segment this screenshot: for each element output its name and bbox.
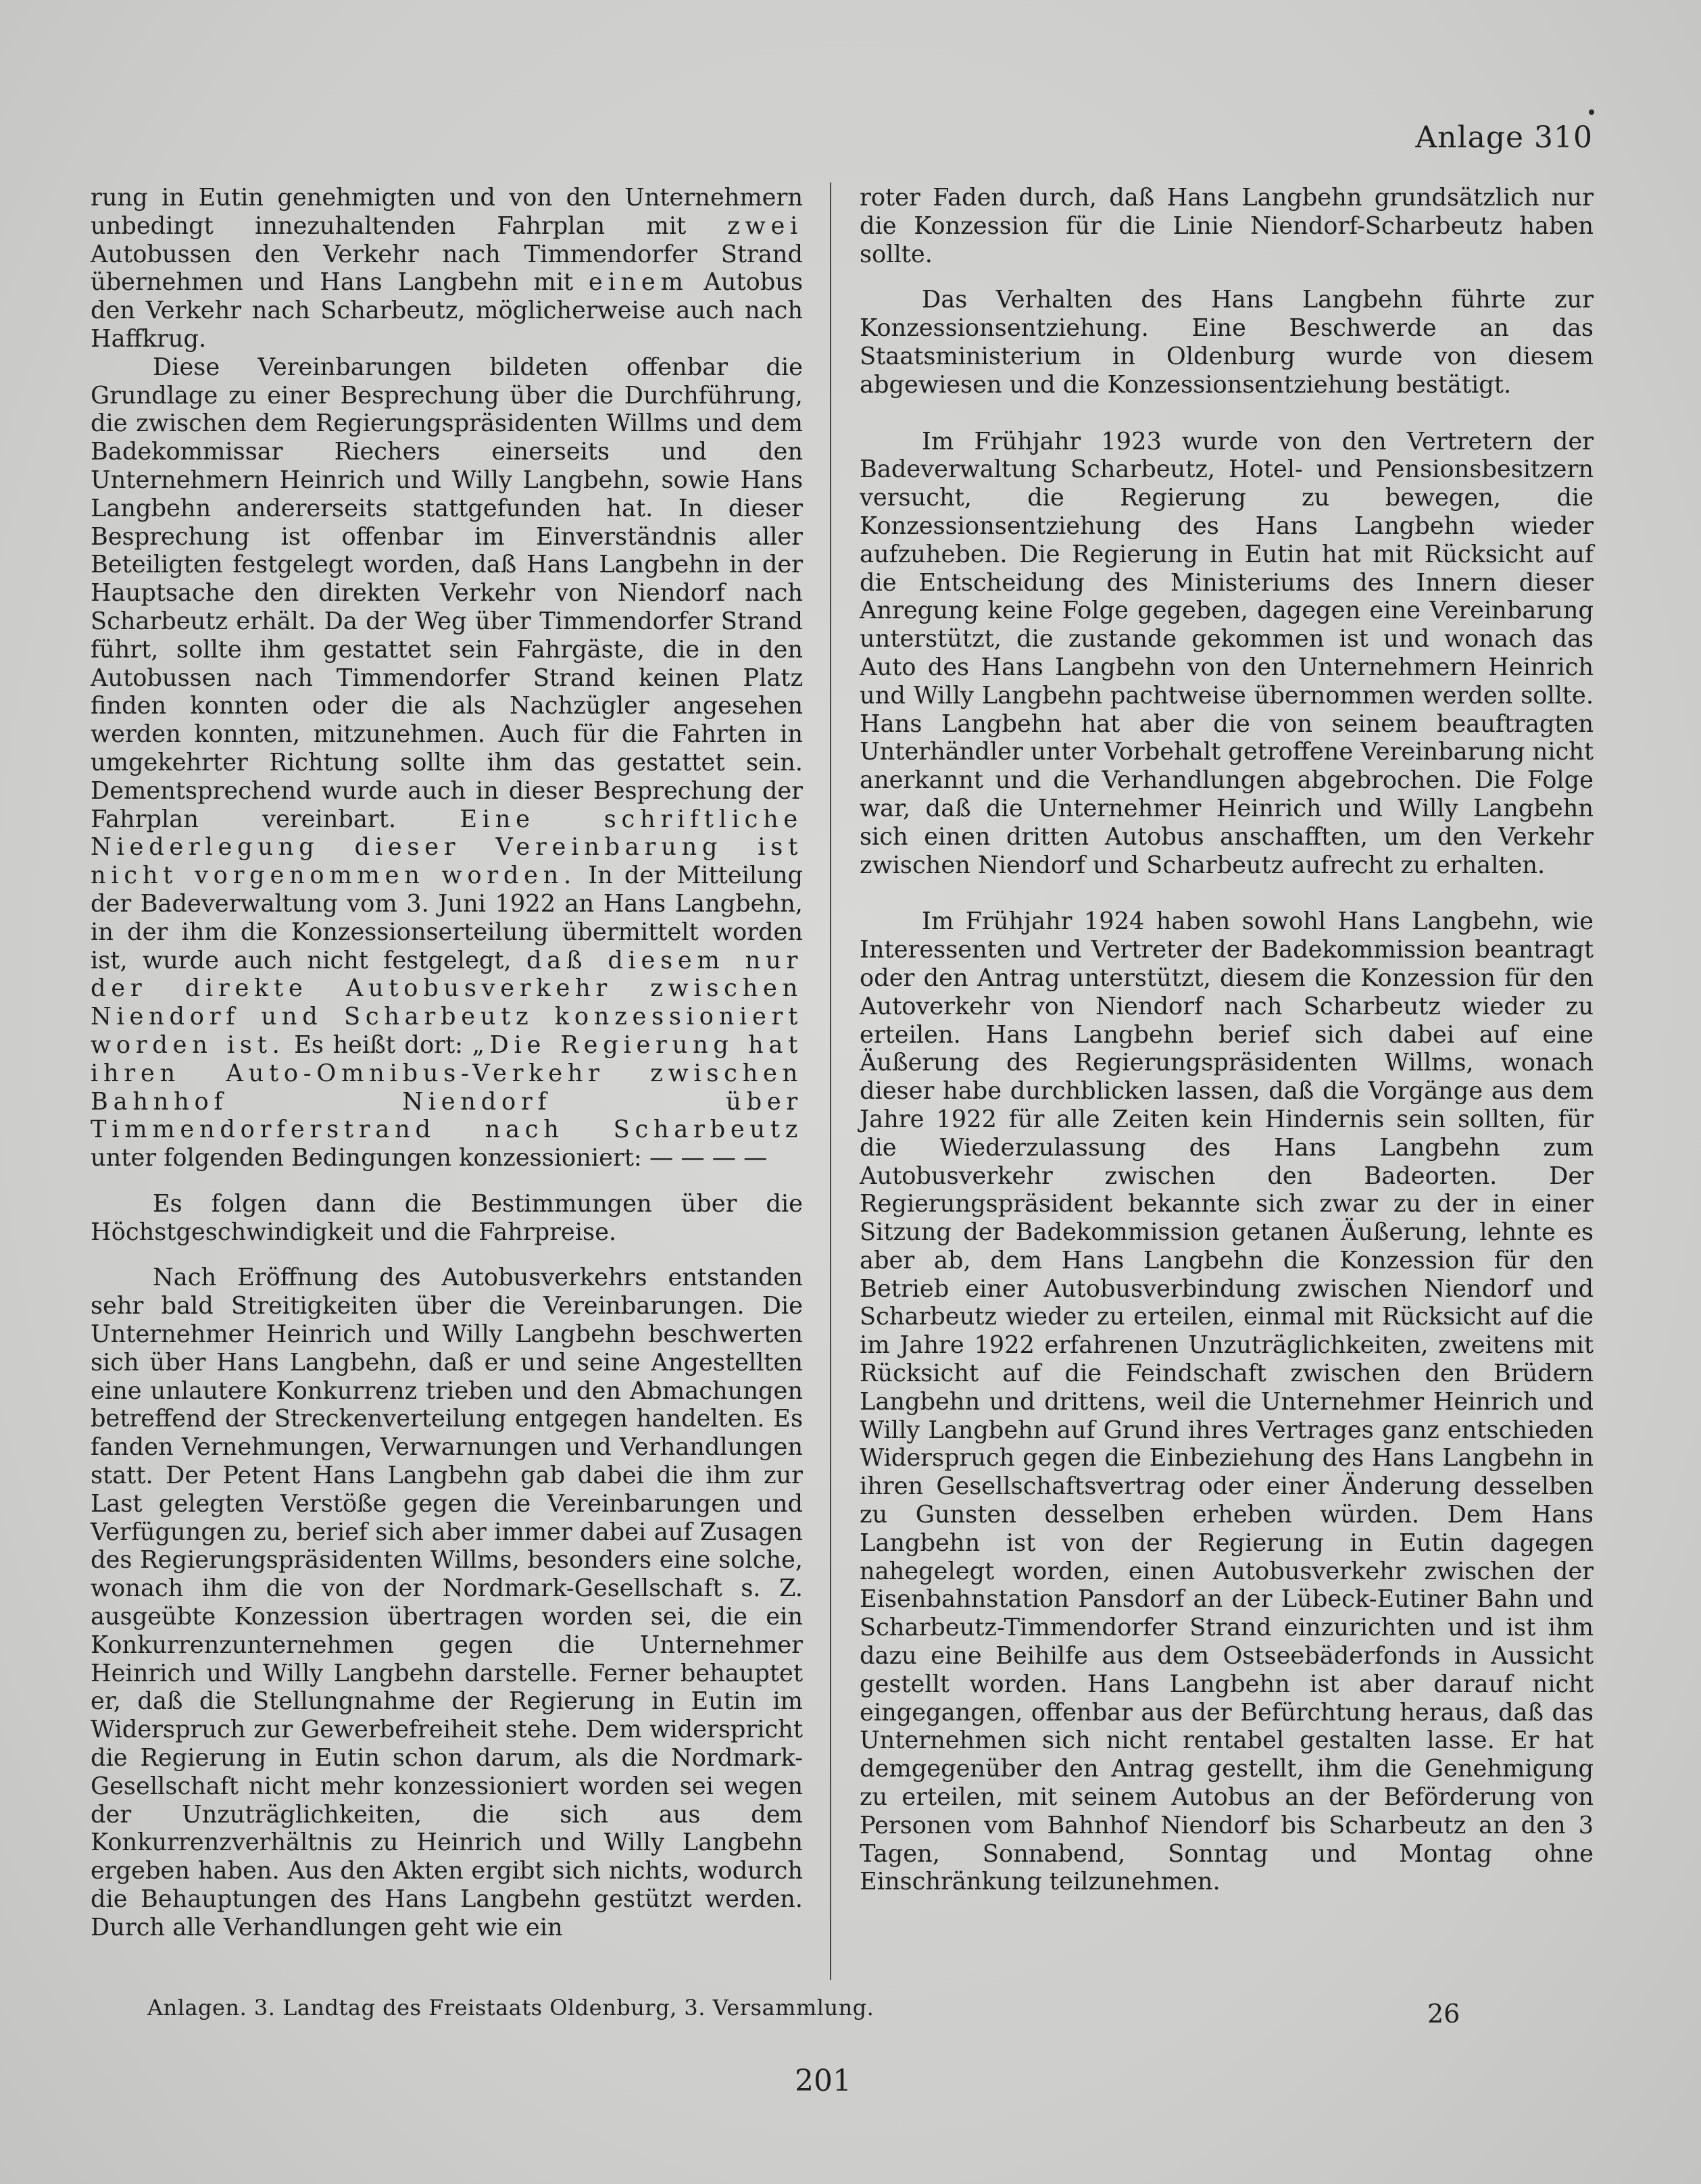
spaced-emphasis: zwei bbox=[727, 212, 804, 240]
column-divider bbox=[830, 182, 831, 1980]
paragraph: Es folgen dann die Bestimmungen über die Höchstgeschwindigkeit und die Fahrpreise. bbox=[91, 1189, 803, 1246]
footer-imprint: Anlagen. 3. Landtag des Freistaats Oldenburg, 3. Versammlung. bbox=[147, 1995, 874, 2020]
paragraph: rung in Eutin genehmigten und von den Unternehmern unbedingt innezuhaltenden Fahrplan mit zwei Autobussen den Verkehr nach Timmendorfer Strand übernehmen und Hans Langbehn mit einem Autobus den Verkehr nach Scharbeutz, möglicherweise auch nach Haffkrug. bbox=[91, 184, 804, 353]
left-text-column bbox=[91, 184, 803, 1942]
paragraph: roter Faden durch, daß Hans Langbehn grundsätzlich nur die Konzession für die Linie Niendorf-Scharbeutz haben sollte. bbox=[860, 184, 1594, 268]
spaced-emphasis: einem bbox=[588, 268, 689, 297]
spaced-emphasis: daß diesem nur der direkte Autobusverkehr zwischen Niendorf und Scharbeutz konzessioniert worden ist. bbox=[91, 946, 804, 1059]
paragraph: Das Verhalten des Hans Langbehn führte zur Konzessionsentziehung. Eine Beschwerde an das Staatsministerium in Oldenburg wurde von diesem abgewiesen und die Konzessionsentziehung bestätigt. bbox=[860, 286, 1594, 399]
page-number: 201 bbox=[795, 2064, 852, 2098]
paragraph: Im Frühjahr 1924 haben sowohl Hans Langbehn, wie Interessenten und Vertreter der Badekommission beantragt oder den Antrag unterstützt, diesem die Konzession für den Autoverkehr von Niendorf nach Scharbeutz wieder zu erteilen. Hans Langbehn berief sich dabei auf eine Äußerung des Regierungspräsidenten Willms, wonach dieser habe durchblicken lassen, daß die Vorgänge aus dem Jahre 1922 für alle Zeiten kein Hindernis sein sollten, für die Wiederzulassung des Hans Langbehn zum Autobusverkehr zwischen den Badeorten. Der Regierungspräsident bekannte sich zwar zu der in einer Sitzung der Badekommission getanen Äußerung, lehnte es aber ab, dem Hans Langbehn die Konzession für den Betrieb einer Autobusverbindung zwischen Niendorf und Scharbeutz wieder zu erteilen, einmal mit Rücksicht auf die im Jahre 1922 erfahrenen Unzuträglichkeiten, zweitens mit Rücksicht auf die Feindschaft zwischen den Brüdern Langbehn und drittens, weil die Unternehmer Heinrich und Willy Langbehn auf Grund ihres Vertrages ganz entschieden Widerspruch gegen die Einbeziehung des Hans Langbehn in ihren Gesellschaftsvertrag oder einer Änderung desselben zu Gunsten desselben erheben würden. Dem Hans Langbehn ist von der Regierung in Eutin dagegen nahegelegt worden, einen Autobusverkehr zwischen der Eisenbahnstation Pansdorf an der Lübeck-Eutiner Bahn und Scharbeutz-Timmendorfer Strand einzurichten und ist ihm dazu eine Beihilfe aus dem Ostseebäderfonds in Aussicht gestellt worden. Hans Langbehn ist aber darauf nicht eingegangen, offenbar aus der Befürchtung heraus, daß das Unternehmen sich nicht rentabel gestalten lasse. Er hat demgegenüber den Antrag gestellt, ihm die Genehmigung zu erteilen, mit seinem Autobus an der Beförderung von Personen vom Bahnhof Niendorf bis Scharbeutz an den 3 Tagen, Sonnabend, Sonntag und Montag ohne Einschränkung teilzunehmen. bbox=[860, 908, 1594, 1896]
page-header-label: Anlage 310 bbox=[1415, 120, 1593, 155]
sheet-signature: 26 bbox=[1427, 1999, 1460, 2029]
printing-speck bbox=[1589, 109, 1594, 115]
spaced-emphasis: Eine schriftliche Niederlegung dieser Vereinbarung ist nicht vorgenommen worden. bbox=[91, 805, 803, 890]
right-text-column bbox=[860, 184, 1594, 1896]
paragraph: Diese Vereinbarungen bildeten offenbar die Grundlage zu einer Besprechung über die Durchführung, die zwischen dem Regierungspräsidenten Willms und dem Badekommissar Riechers einerseits und den Unternehmern Heinrich und Willy Langbehn, sowie Hans Langbehn andererseits stattgefunden hat. In dieser Besprechung ist offenbar im Einverständnis aller Beteiligten festgelegt worden, daß Hans Langbehn in der Hauptsache den direkten Verkehr von Niendorf nach Scharbeutz erhält. Da der Weg über Timmendorfer Strand führt, sollte ihm gestattet sein Fahrgäste, die in den Autobussen nach Timmendorfer Strand keinen Platz finden konnten oder die als Nachzügler angesehen werden konnten, mitzunehmen. Auch für die Fahrten in umgekehrter Richtung sollte ihm das gestattet sein. Dementsprechend wurde auch in dieser Besprechung der Fahrplan vereinbart. Eine schriftliche Niederlegung dieser Vereinbarung ist nicht vorgenommen worden. In der Mitteilung der Badeverwaltung vom 3. Juni 1922 an Hans Langbehn, in der ihm die Konzessionserteilung übermittelt worden ist, wurde auch nicht festgelegt, daß diesem nur der direkte Autobusverkehr zwischen Niendorf und Scharbeutz konzessioniert worden ist. Es heißt dort: „Die Regierung hat ihren Auto-Omnibus-Verkehr zwischen Bahnhof Niendorf über Timmendorferstrand nach Scharbeutz unter folgenden Bedingungen konzessioniert: — — — — bbox=[91, 353, 804, 1172]
paragraph: Nach Eröffnung des Autobusverkehrs entstanden sehr bald Streitigkeiten über die Vereinbarungen. Die Unternehmer Heinrich und Willy Langbehn beschwerten sich über Hans Langbehn, daß er und seine Angestellten eine unlautere Konkurrenz trieben und den Abmachungen betreffend der Streckenverteilung entgegen handelten. Es fanden Vernehmungen, Verwarnungen und Verhandlungen statt. Der Petent Hans Langbehn gab dabei die ihm zur Last gelegten Verstöße gegen die Vereinbarungen und Verfügungen zu, berief sich aber immer dabei auf Zusagen des Regierungspräsidenten Willms, besonders eine solche, wonach ihm die von der Nordmark-Gesellschaft s. Z. ausgeübte Konzession übertragen worden sei, die ein Konkurrenzunternehmen gegen die Unternehmer Heinrich und Willy Langbehn darstelle. Ferner behauptet er, daß die Stellungnahme der Regierung in Eutin im Widerspruch zur Gewerbefreiheit stehe. Dem widerspricht die Regierung in Eutin schon darum, als die Nordmark-Gesellschaft nicht mehr konzessioniert worden sei wegen der Unzuträglichkeiten, die sich aus dem Konkurrenzverhältnis zu Heinrich und Willy Langbehn ergeben haben. Aus den Akten ergibt sich nichts, wodurch die Behauptungen des Hans Langbehn gestützt werden. Durch alle Verhandlungen geht wie ein bbox=[91, 1264, 803, 1941]
spaced-quotation: „Die Regierung hat ihren Auto-Omnibus-Verkehr zwischen Bahnhof Niendorf über Timmendorferstrand nach Scharbeutz bbox=[91, 1031, 804, 1144]
paragraph: Im Frühjahr 1923 wurde von den Vertretern der Badeverwaltung Scharbeutz, Hotel- und Pensionsbesitzern versucht, die Regierung zu bewegen, die Konzessionsentziehung des Hans Langbehn wieder aufzuheben. Die Regierung in Eutin hat mit Rücksicht auf die Entscheidung des Ministeriums des Innern dieser Anregung keine Folge gegeben, dagegen eine Vereinbarung unterstützt, die zustande gekommen ist und wonach das Auto des Hans Langbehn von den Unternehmern Heinrich und Willy Langbehn pachtweise übernommen werden sollte. Hans Langbehn hat aber die von seinem beauftragten Unterhändler unter Vorbehalt getroffene Vereinbarung nicht anerkannt und die Verhandlungen abgebrochen. Die Folge war, daß die Unternehmer Heinrich und Willy Langbehn sich einen dritten Autobus anschafften, um den Verkehr zwischen Niendorf und Scharbeutz aufrecht zu erhalten. bbox=[860, 427, 1594, 879]
